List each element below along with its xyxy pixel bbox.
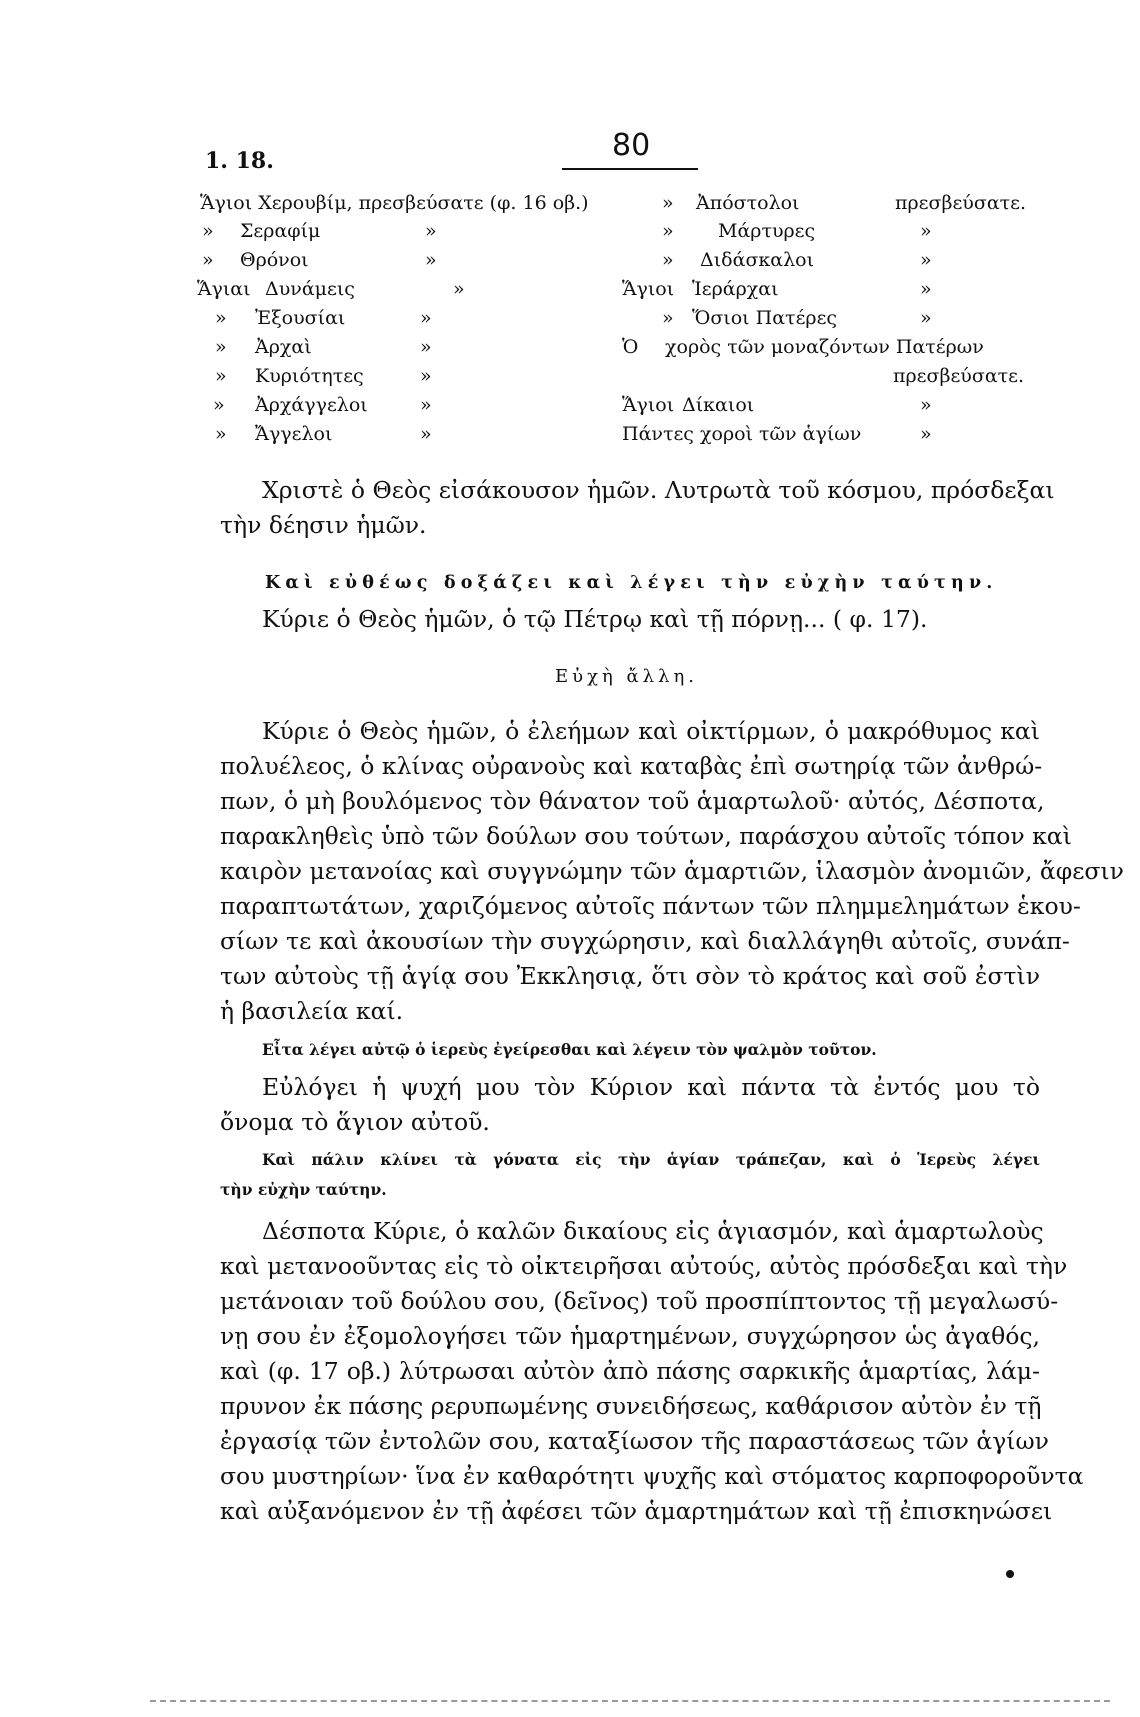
litany-right-line: Ὁ (622, 336, 639, 358)
litany-ditto: » (425, 249, 437, 271)
litany-left-name: Δυνάμεις (265, 278, 355, 300)
prayer-line: σίων τε καὶ ἀκουσίων τὴν συγχώρησιν, καὶ διαλλάγηθι αὐτοῖς, συνάπ- (220, 927, 1070, 955)
litany-ditto: » (420, 365, 432, 387)
prayer-line: πρυνον ἐκ πάσης ρερυπωμένης συνειδήσεως, καθάρισον αὐτὸν ἐν τῇ (220, 1392, 1042, 1420)
litany-right-name: Ἀπόστολοι (696, 192, 800, 214)
invocation-line: τὴν δέησιν ἡμῶν. (220, 511, 427, 539)
litany-left-name: Ἄγγελοι (255, 423, 333, 445)
prayer-line: παρακληθεὶς ὑπὸ τῶν δούλων σου τούτων, παράσχου αὐτοῖς τόπον καὶ (220, 822, 1072, 850)
prayer-line: ἡ βασιλεία καί. (220, 997, 404, 1025)
prayer-line: ἐργασίᾳ τῶν ἐντολῶν σου, καταξίωσον τῆς παραστάσεως τῶν ἁγίων (220, 1427, 1049, 1455)
litany-name: Χερουβίμ, πρεσβεύσατε (φ. 16 οβ.) (258, 192, 589, 214)
prayer-reference-line: Κύριε ὁ Θεὸς ἡμῶν, ὁ τῷ Πέτρῳ καὶ τῇ πόρνῃ... ( φ. 17). (262, 605, 928, 633)
litany-right-line: Ἅγιοι (622, 278, 675, 300)
litany-left-name: Ἀρχάγγελοι (255, 394, 368, 416)
invocation-line: Χριστὲ ὁ Θεὸς εἰσάκουσον ἡμῶν. Λυτρωτὰ τοῦ κόσμου, πρόσδεξαι (262, 476, 1055, 504)
litany-ditto: » (920, 249, 932, 271)
prayer-heading: Εὐχὴ ἄλλη. (555, 666, 698, 687)
litany-left-line (200, 192, 589, 214)
litany-left-line: » (213, 394, 225, 416)
section-reference: 1. 18. (205, 148, 274, 174)
litany-left-line: Ἅγιαι (197, 278, 251, 300)
litany-ditto: » (425, 220, 437, 242)
prayer-line: πολυέλεος, ὁ κλίνας οὐρανοὺς καὶ καταβὰς ἐπὶ σωτηρίᾳ τῶν ἀνθρώ- (220, 752, 1043, 780)
page-number: 80 (612, 128, 651, 163)
litany-right-line: » (662, 192, 674, 214)
litany-right-name: Μάρτυρες (718, 220, 816, 242)
litany-ditto: πρεσβεύσατε. (893, 365, 1025, 387)
litany-left-line: » (215, 336, 227, 358)
litany-ditto: πρεσβεύσατε. (895, 192, 1027, 214)
rubric-line: τὴν εὐχὴν ταύτην. (220, 1180, 387, 1199)
litany-left-line: » (215, 365, 227, 387)
ink-dot-mark (1006, 1570, 1014, 1578)
prayer-line: πων, ὁ μὴ βουλόμενος τὸν θάνατον τοῦ ἁμαρτωλοῦ· αὐτός, Δέσποτα, (220, 787, 1045, 815)
rubric-line: Καὶ πάλιν κλίνει τὰ γόνατα εἰς τὴν ἁγίαν τράπεζαν, καὶ ὁ Ἱερεὺς λέγει (262, 1150, 1040, 1169)
litany-left-name: Σεραφίμ (240, 220, 321, 242)
litany-ditto: » (420, 336, 432, 358)
litany-left-line: » (202, 249, 214, 271)
litany-right-name: Δίκαιοι (682, 394, 755, 416)
litany-right-line: » (662, 220, 674, 242)
litany-right-line: » (662, 249, 674, 271)
litany-ditto: » (920, 394, 932, 416)
litany-left-line (202, 220, 214, 242)
prayer-line: νῃ σου ἐν ἐξομολογήσει τῶν ἡμαρτημένων, συγχώρησον ὡς ἀγαθός, (220, 1322, 1040, 1350)
litany-left-name: Ἀρχαὶ (255, 336, 312, 358)
litany-ditto: » (420, 423, 432, 445)
litany-ditto: » (920, 423, 932, 445)
psalm-line: ὄνομα τὸ ἅγιον αὐτοῦ. (220, 1108, 490, 1136)
prayer-line: των αὐτοὺς τῇ ἁγίᾳ σου Ἐκκλησιᾳ, ὅτι σὸν τὸ κράτος καὶ σοῦ ἐστὶν (220, 962, 1040, 990)
litany-left-line: » (215, 307, 227, 329)
litany-left-name: Ἐξουσίαι (255, 307, 346, 329)
psalm-line: Εὐλόγει ἡ ψυχή μου τὸν Κύριον καὶ πάντα τὰ ἐντός μου τὸ (262, 1073, 1040, 1101)
prayer-line: σου μυστηρίων· ἵνα ἐν καθαρότητι ψυχῆς καὶ στόματος καρποφοροῦντα (220, 1462, 1084, 1490)
scan-edge-line (150, 1700, 1110, 1702)
litany-right-line: » (662, 307, 674, 329)
prayer-line: καὶ (φ. 17 οβ.) λύτρωσαι αὐτὸν ἀπὸ πάσης σαρκικῆς ἁμαρτίας, λάμ- (220, 1357, 1040, 1385)
litany-ditto: » (420, 394, 432, 416)
litany-repeat: » (202, 220, 214, 242)
prayer-line: καὶ μετανοοῦντας εἰς τὸ οἰκτειρῆσαι αὐτούς, αὐτὸς πρόσδεξαι καὶ τὴν (220, 1252, 1068, 1280)
litany-ditto: » (420, 307, 432, 329)
litany-right-line: Ἅγιοι (622, 394, 675, 416)
litany-right-name: Διδάσκαλοι (700, 249, 815, 271)
prayer-line: μετάνοιαν τοῦ δούλου σου, (δεῖνος) τοῦ προσπίπτοντος τῇ μεγαλωσύ- (220, 1287, 1059, 1315)
litany-left-name: Θρόνοι (240, 249, 309, 271)
litany-right-name: Ὅσιοι Πατέρες (692, 307, 838, 329)
litany-ditto: » (920, 220, 932, 242)
litany-ditto: » (920, 278, 932, 300)
rubric-spaced: Καὶ εὐθέως δοξάζει καὶ λέγει τὴν εὐχὴν ταύτην. (265, 573, 998, 593)
litany-left-line: » (215, 423, 227, 445)
litany-ditto: » (920, 307, 932, 329)
rubric: Εἶτα λέγει αὐτῷ ὁ ἱερεὺς ἐγείρεσθαι καὶ λέγειν τὸν ψαλμὸν τοῦτον. (262, 1040, 877, 1059)
litany-right-name: Ἱεράρχαι (692, 278, 779, 300)
litany-left-name: Κυριότητες (255, 365, 364, 387)
prayer-line: καὶ αὐξανόμενον ἐν τῇ ἀφέσει τῶν ἁμαρτημάτων καὶ τῇ ἐπισκηνώσει (220, 1497, 1053, 1525)
litany-ditto: » (453, 278, 465, 300)
prayer-line: Κύριε ὁ Θεὸς ἡμῶν, ὁ ἐλεήμων καὶ οἰκτίρμων, ὁ μακρόθυμος καὶ (262, 717, 1040, 745)
litany-right-name: χορὸς τῶν μοναζόντων Πατέρων (665, 336, 984, 358)
prayer-line: Δέσποτα Κύριε, ὁ καλῶν δικαίους εἰς ἁγιασμόν, καὶ ἁμαρτωλοὺς (262, 1217, 1044, 1245)
litany-repeat: Ἅγιοι (200, 192, 253, 214)
prayer-line: καιρὸν μετανοίας καὶ συγγνώμην τῶν ἁμαρτιῶν, ἱλασμὸν ἀνομιῶν, ἄφεσιν (220, 857, 1124, 885)
prayer-line: παραπτωτάτων, χαριζόμενος αὐτοῖς πάντων τῶν πλημμελημάτων ἑκου- (220, 892, 1081, 920)
page-number-rule (562, 168, 698, 170)
litany-right-name: Πάντες χοροὶ τῶν ἁγίων (622, 423, 862, 445)
